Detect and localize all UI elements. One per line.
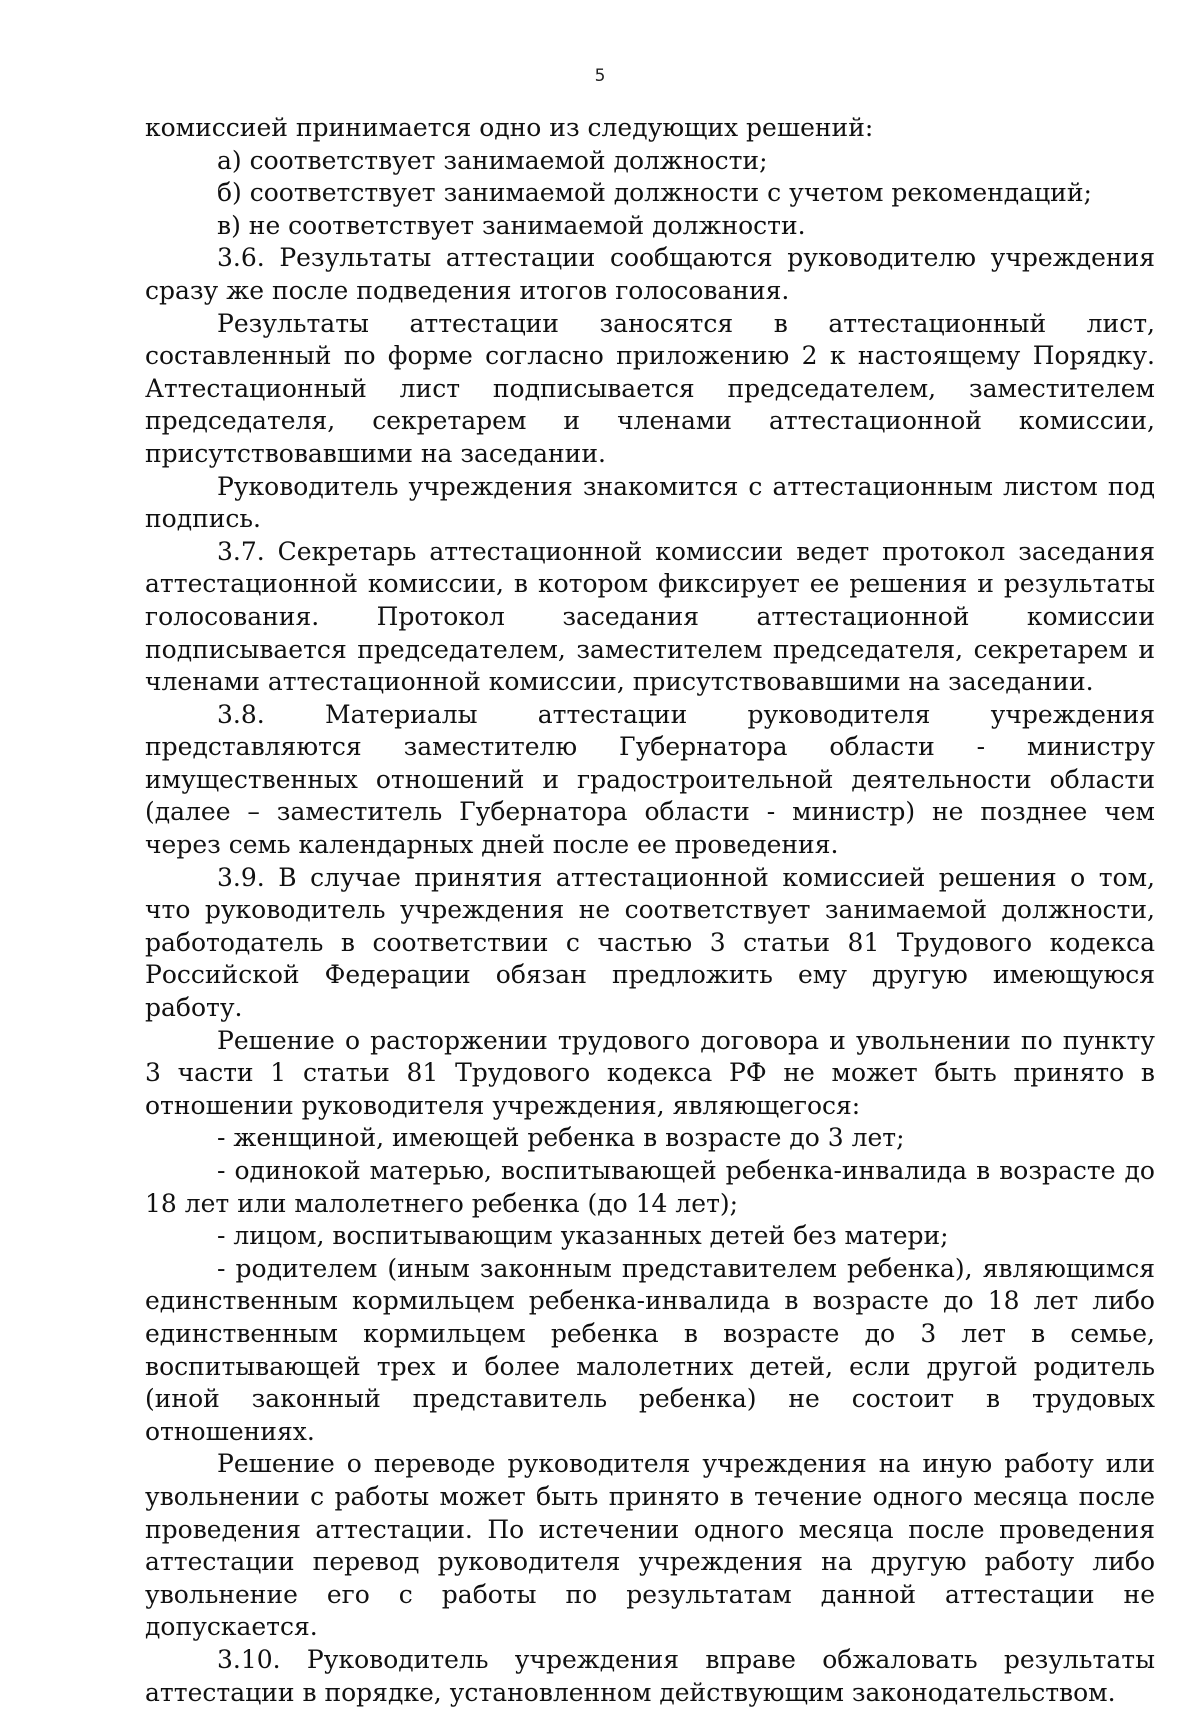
clause-3-6: 3.6. Результаты аттестации сообщаются руководителю учреждения сразу же после подведения итогов голосования. [145, 243, 1155, 305]
clause-3-7: 3.7. Секретарь аттестационной комиссии ведет протокол заседания аттестационной комиссии, в котором фиксирует ее решения и результаты голосования. Протокол заседания аттестационной комиссии подписывается председателем, заместителем председателя, секретарем и членами аттестационной комиссии, присутствовавшими на заседании. [145, 536, 1155, 697]
list-item-option-b: б) соответствует занимаемой должности с учетом рекомендаций; [217, 178, 1092, 208]
list-item-woman-with-child: - женщиной, имеющей ребенка в возрасте до 3 лет; [217, 1123, 905, 1153]
page-number: 5 [594, 66, 606, 86]
paragraph-continuation: комиссией принимается одно из следующих решений: [145, 113, 874, 142]
clause-3-10: 3.10. Руководитель учреждения вправе обжаловать результаты аттестации в порядке, установленном действующим законодательством. [145, 1644, 1155, 1707]
list-item-sole-breadwinner: - родителем (иным законным представителем ребенка), являющимся единственным кормильцем ребенка-инвалида в возрасте до 18 лет либо единственным кормильцем ребенка в возрасте до 3 лет в семье, воспитывающей трех и более малолетних детей, если другой родитель (иной законный представитель ребенка) не состоит в трудовых отношениях. [145, 1253, 1155, 1446]
clause-3-9: 3.9. В случае принятия аттестационной комиссией решения о том, что руководитель учреждения не соответствует занимаемой должности, работодатель в соответствии с частью 3 статьи 81 Трудового кодекса Российской Федерации обязан предложить ему другую имеющуюся работу. [145, 862, 1155, 1023]
list-item-without-mother: - лицом, воспитывающим указанных детей без матери; [217, 1221, 949, 1251]
paragraph-attestation-sheet: Результаты аттестации заносятся в аттестационный лист, составленный по форме согласно приложению 2 к настоящему Порядку. Аттестационный лист подписывается председателем, заместителем председателя, секретарем и членами аттестационной комиссии, присутствовавшими на заседании. [145, 308, 1155, 468]
paragraph-acknowledgement: Руководитель учреждения знакомится с аттестационным листом под подпись. [145, 471, 1155, 534]
document-body [145, 112, 1155, 1709]
paragraph-termination-restrictions: Решение о расторжении трудового договора и увольнении по пункту 3 части 1 статьи 81 Трудового кодекса РФ не может быть принято в отношении руководителя учреждения, являющегося: [145, 1025, 1155, 1120]
list-item-option-a: а) соответствует занимаемой должности; [217, 145, 768, 175]
paragraph-transfer-decision: Решение о переводе руководителя учреждения на иную работу или увольнении с работы может быть принято в течение одного месяца после проведения аттестации. По истечении одного месяца после проведения аттестации перевод руководителя учреждения на другую работу либо увольнение его с работы по результатам данной аттестации не допускается. [145, 1449, 1155, 1642]
list-item-option-c: в) не соответствует занимаемой должности. [217, 210, 806, 240]
clause-3-8: 3.8. Материалы аттестации руководителя учреждения представляются заместителю Губернатора области - министру имущественных отношений и градостроительной деятельности области (далее – заместитель Губернатора области - министр) не позднее чем через семь календарных дней после ее проведения. [145, 699, 1155, 860]
list-item-single-mother: - одинокой матерью, воспитывающей ребенка-инвалида в возрасте до 18 лет или малолетнего ребенка (до 14 лет); [145, 1156, 1155, 1218]
